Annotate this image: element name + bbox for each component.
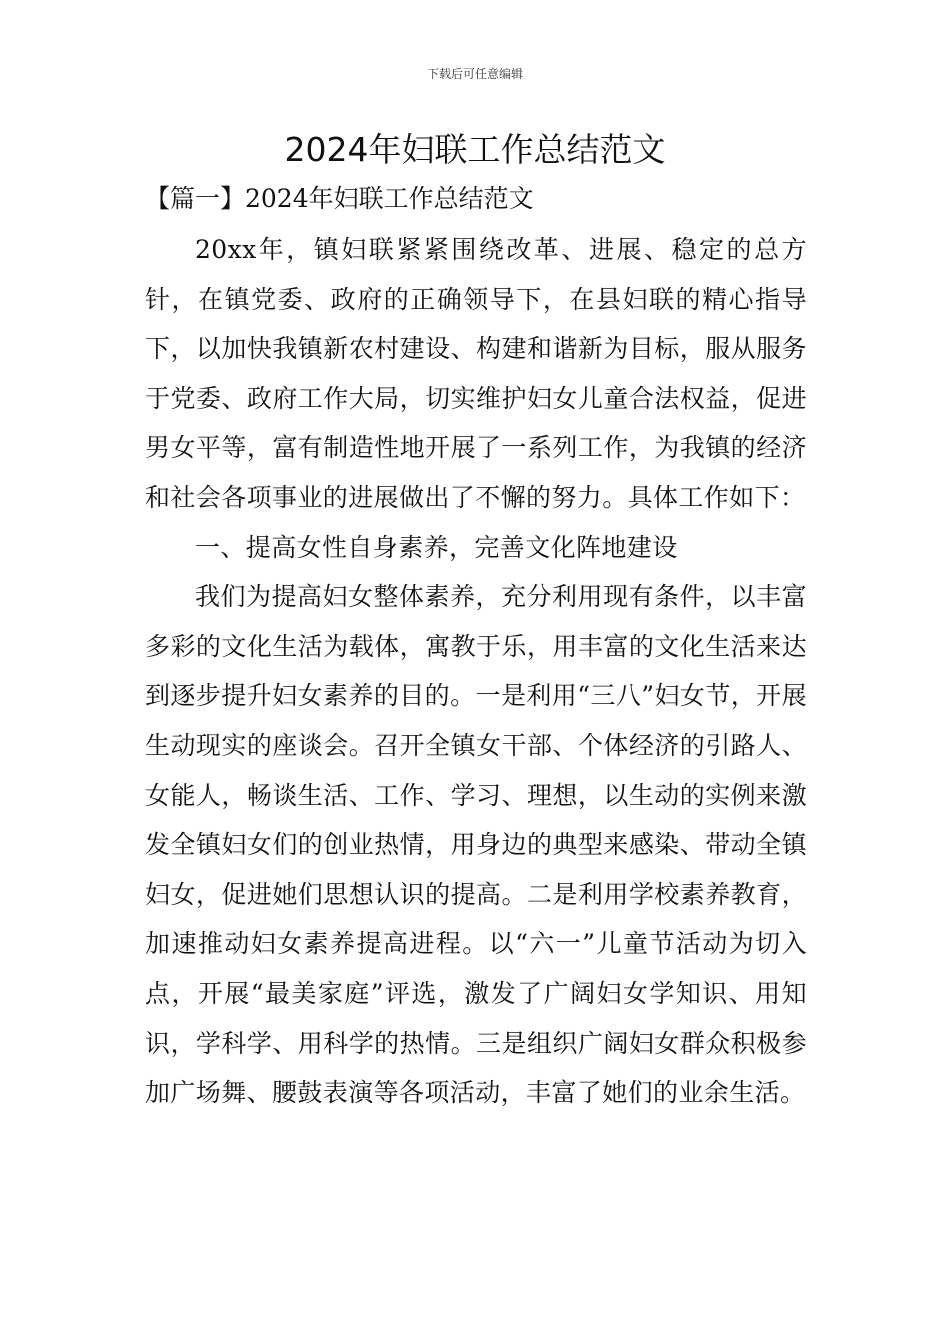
section-heading: 【篇一】2024年妇联工作总结范文 [145,184,534,213]
document-body [145,225,807,1118]
header-note: 下载后可任意编辑 [426,67,523,81]
paragraph-subheading: 一、提高女性自身素养，完善文化阵地建设 [195,532,678,562]
paragraph-intro: 20xx年，镇妇联紧紧围绕改革、进展、稳定的总方针，在镇党委、政府的正确领导下，在县妇联的精心指导下，以加快我镇新农村建设、构建和谐新为目标，服从服务于党委、政府工作大局，切实维护妇女儿童合法权益，促进男女平等，富有制造性地开展了一系列工作，为我镇的经济和社会各项事业的进展做出了不懈的努力。具体工作如下： [145,235,807,512]
document-title: 2024年妇联工作总结范文 [284,130,666,169]
paragraph-details: 我们为提高妇女整体素养，充分利用现有条件，以丰富多彩的文化生活为载体，寓教于乐，用丰富的文化生活来达到逐步提升妇女素养的目的。一是利用“三八”妇女节，开展生动现实的座谈会。召开全镇女干部、个体经济的引路人、女能人，畅谈生活、工作、学习、理想，以生动的实例来激发全镇妇女们的创业热情，用身边的典型来感染、带动全镇妇女，促进她们思想认识的提高。二是利用学校素养教育，加速推动妇女素养提高进程。以“六一”儿童节活动为切入点，开展“最美家庭”评选，激发了广阔妇女学知识、用知识，学科学、用科学的热情。三是组织广阔妇女群众积极参加广场舞、腰鼓表演等各项活动，丰富了她们的业余生活。 [145,582,807,1108]
